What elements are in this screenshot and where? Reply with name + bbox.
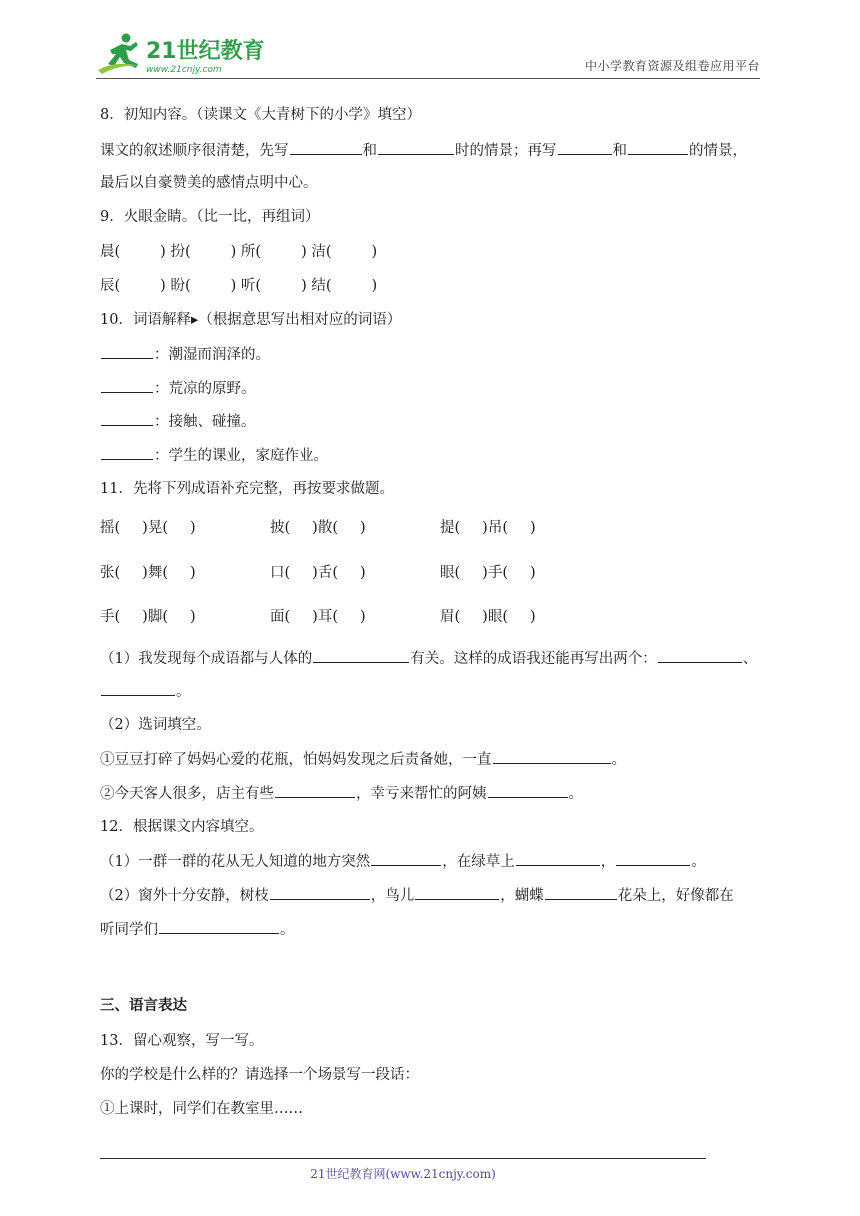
blank[interactable] [415, 885, 499, 900]
q10-item: ：荒凉的原野。 [100, 378, 256, 399]
idiom-item: 披( )散( ) [270, 520, 366, 536]
platform-title: 中小学教育资源及组卷应用平台 [584, 59, 760, 73]
idiom-item: 手( )脚( ) [100, 609, 196, 625]
logo-21cnjy [96, 30, 266, 76]
blank[interactable] [290, 140, 362, 155]
idiom-item: 面( )耳( ) [270, 609, 366, 625]
idiom-row [100, 563, 700, 583]
blank[interactable] [488, 783, 568, 798]
idiom-row [100, 607, 700, 627]
idiom-item: 张( )舞( ) [100, 565, 196, 581]
q13-item1: ①上课时，同学们在教室里…… [100, 1101, 303, 1117]
idiom-item: 摇( )晃( ) [100, 520, 196, 536]
blank[interactable] [101, 344, 153, 359]
q11-sub1: （1）我发现每个成语都与人体的 有关。这样的成语我还能再写出两个： 、 [100, 648, 757, 669]
idiom-row [100, 518, 700, 538]
q11-sub1-cont: 。 [100, 681, 191, 702]
blank[interactable] [371, 851, 441, 866]
blank[interactable] [101, 445, 153, 460]
q9-row2: 辰( ) 盼( ) 听( ) 结( ) [100, 278, 378, 294]
blank[interactable] [658, 648, 742, 663]
q8-line1: 课文的叙述顺序很清楚，先写 和 时的情景；再写 和 的情景， [100, 140, 747, 161]
page-header [96, 30, 760, 80]
q10-item: ：学生的课业，家庭作业。 [100, 445, 328, 466]
logo-url: www.21cnjy.com [146, 65, 222, 75]
blank[interactable] [101, 681, 175, 696]
blank[interactable] [101, 378, 153, 393]
footer-text: 21世纪教育网(www.21cnjy.com) [310, 1167, 496, 1181]
header-divider [96, 78, 760, 79]
q10-item: ：潮湿而润泽的。 [100, 344, 270, 365]
runner-icon [98, 34, 140, 75]
q11-title: 11．先将下列成语补充完整，再按要求做题。 [100, 481, 394, 497]
blank[interactable] [275, 783, 355, 798]
blank[interactable] [159, 919, 279, 934]
q8-title: 8．初知内容。（读课文《大青树下的小学》填空） [100, 107, 421, 123]
q12-s1: （1）一群一群的花从无人知道的地方突然 ，在绿草上 ， 。 [100, 851, 706, 872]
idiom-item: 口( )舌( ) [270, 565, 366, 581]
idiom-item: 眼( )手( ) [440, 565, 536, 581]
blank[interactable] [493, 749, 611, 764]
q10-title: 10．词语解释▸（根据意思写出相对应的词语） [100, 312, 402, 328]
blank[interactable] [101, 411, 153, 426]
logo-text: 21世纪教育 [146, 39, 265, 64]
q12-s2: （2）窗外十分安静，树枝 ，鸟儿 ，蝴蝶 花朵上，好像都在 [100, 885, 734, 906]
q11-sub2-item1: ①豆豆打碎了妈妈心爱的花瓶，怕妈妈发现之后责备她，一直 。 [100, 749, 626, 770]
blank[interactable] [313, 648, 409, 663]
blank[interactable] [558, 140, 612, 155]
blank[interactable] [378, 140, 454, 155]
blank[interactable] [616, 851, 690, 866]
q10-item: ：接触、碰撞。 [100, 411, 256, 432]
q13-prompt: 你的学校是什么样的？请选择一个场景写一段话： [100, 1067, 419, 1083]
idiom-item: 眉( )眼( ) [440, 609, 536, 625]
blank[interactable] [545, 885, 617, 900]
blank[interactable] [516, 851, 600, 866]
q9-title: 9．火眼金睛。（比一比，再组词） [100, 209, 320, 225]
q11-sub2-title: （2）选词填空。 [100, 717, 211, 733]
q9-row1: 晨( ) 扮( ) 所( ) 洁( ) [100, 244, 378, 260]
blank[interactable] [628, 140, 688, 155]
idiom-item: 提( )吊( ) [440, 520, 536, 536]
q12-title: 12．根据课文内容填空。 [100, 819, 264, 835]
footer-divider [100, 1158, 706, 1159]
q8-line2: 最后以自豪赞美的感情点明中心。 [100, 175, 318, 191]
section-heading: 三、语言表达 [100, 998, 187, 1014]
q11-sub2-item2: ②今天客人很多，店主有些 ，幸亏来帮忙的阿姨 。 [100, 783, 583, 804]
q12-s2-cont: 听同学们 。 [100, 919, 295, 940]
blank[interactable] [270, 885, 370, 900]
q13-title: 13．留心观察，写一写。 [100, 1033, 264, 1049]
